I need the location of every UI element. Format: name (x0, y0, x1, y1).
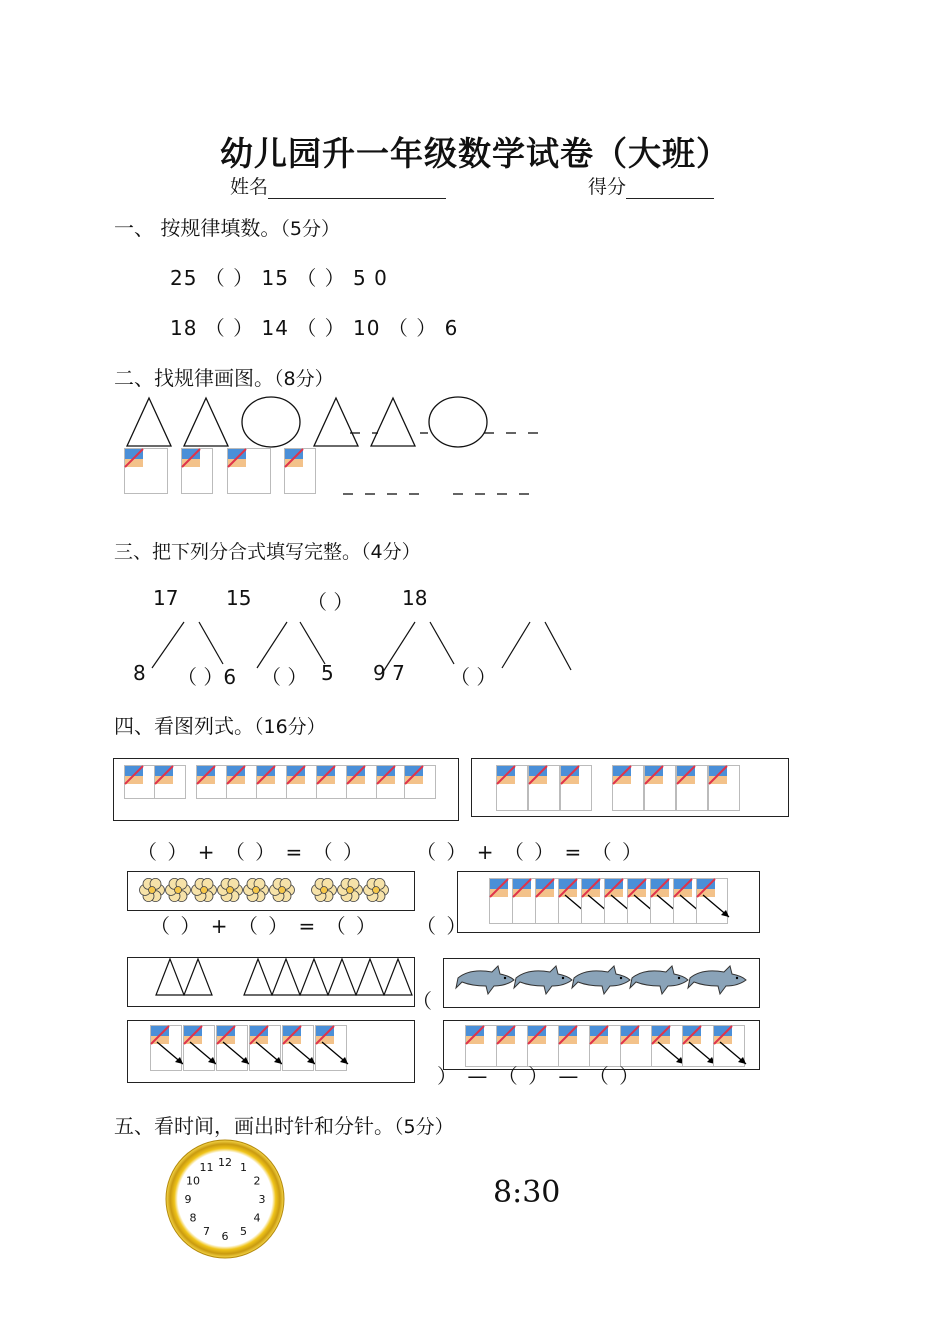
image-placeholder (651, 1025, 683, 1067)
image-placeholder (282, 1025, 314, 1071)
section-5-heading (114, 1110, 454, 1139)
page-title: 幼儿园升一年级数学试卷（大班） (220, 134, 730, 173)
split-top-3[interactable]: （ ） (307, 590, 354, 614)
split-top-1: 17 (153, 586, 179, 610)
clock-number: 3 (258, 1193, 266, 1206)
image-placeholder (315, 1025, 347, 1071)
clock-number: 10 (186, 1174, 200, 1188)
split-bottom-4: 5 (321, 661, 334, 685)
section-4-points: （16分） (254, 716, 326, 738)
split-bottom-2[interactable]: （ ）6 (177, 665, 237, 689)
sequence-row-2[interactable]: 18 （ ） 14 （ ） 10 （ ） 6 (170, 316, 459, 340)
image-placeholder (150, 1025, 182, 1071)
clock-number: 1 (240, 1161, 247, 1174)
equation-2[interactable]: （ ） + （ ） = （ ） (416, 840, 643, 864)
equation-4[interactable]: （ ） (416, 914, 467, 938)
equation-5[interactable]: （ (412, 989, 432, 1013)
score-label: 得分 (588, 176, 627, 198)
section-2-points: （8分） (274, 368, 334, 390)
equation-6[interactable]: ） — （ ） — （ ） (437, 1064, 640, 1088)
shark-icon (456, 966, 514, 994)
split-top-2: 15 (226, 586, 252, 610)
clock-number: 2 (253, 1174, 261, 1188)
section-3-points: （4分） (361, 541, 421, 563)
clock-number: 7 (203, 1225, 210, 1238)
split-bottom-1: 8 (133, 661, 146, 685)
section-1-title: 一、 按规律填数。 (114, 216, 281, 240)
target-time: 8:30 (493, 1175, 561, 1210)
clock-number: 11 (199, 1161, 214, 1174)
shark-icon (688, 966, 746, 994)
split-top-4: 18 (402, 586, 428, 610)
shark-icon (630, 966, 688, 994)
section-1-points: （5分） (280, 218, 340, 240)
image-placeholder (216, 1025, 248, 1071)
image-placeholder (183, 1025, 215, 1071)
clock-number: 12 (218, 1156, 232, 1169)
image-placeholder (682, 1025, 714, 1067)
shark-icon (514, 966, 572, 994)
section-5-title: 五、看时间，画出时针和分针。 (114, 1114, 394, 1138)
shark-icon (572, 966, 630, 994)
equation-3[interactable]: （ ） + （ ） = （ ） (150, 914, 377, 938)
equation-1[interactable]: （ ） + （ ） = （ ） (137, 840, 364, 864)
split-bottom-5: 9 7 (373, 661, 405, 685)
section-5-points: （5分） (394, 1116, 454, 1138)
split-bottom-3[interactable]: （ ） (261, 665, 308, 689)
sequence-row-1[interactable]: 25 （ ） 15 （ ） 5 0 (170, 266, 388, 290)
split-bottom-6[interactable]: （ ） (450, 665, 497, 689)
name-label: 姓名 (230, 176, 269, 198)
clock-number: 4 (253, 1211, 261, 1225)
image-placeholder (713, 1025, 745, 1067)
section-3-title: 三、把下列分合式填写完整。 (114, 541, 362, 563)
clock-face[interactable] (163, 1138, 287, 1260)
image-placeholder (249, 1025, 281, 1071)
clock-number: 6 (221, 1230, 229, 1243)
clock-number: 9 (184, 1193, 192, 1206)
clock-number: 8 (189, 1211, 197, 1225)
section-2-title: 二、找规律画图。 (114, 366, 274, 390)
clock-number: 5 (240, 1225, 247, 1238)
section-4-title: 四、看图列式。 (114, 714, 254, 738)
